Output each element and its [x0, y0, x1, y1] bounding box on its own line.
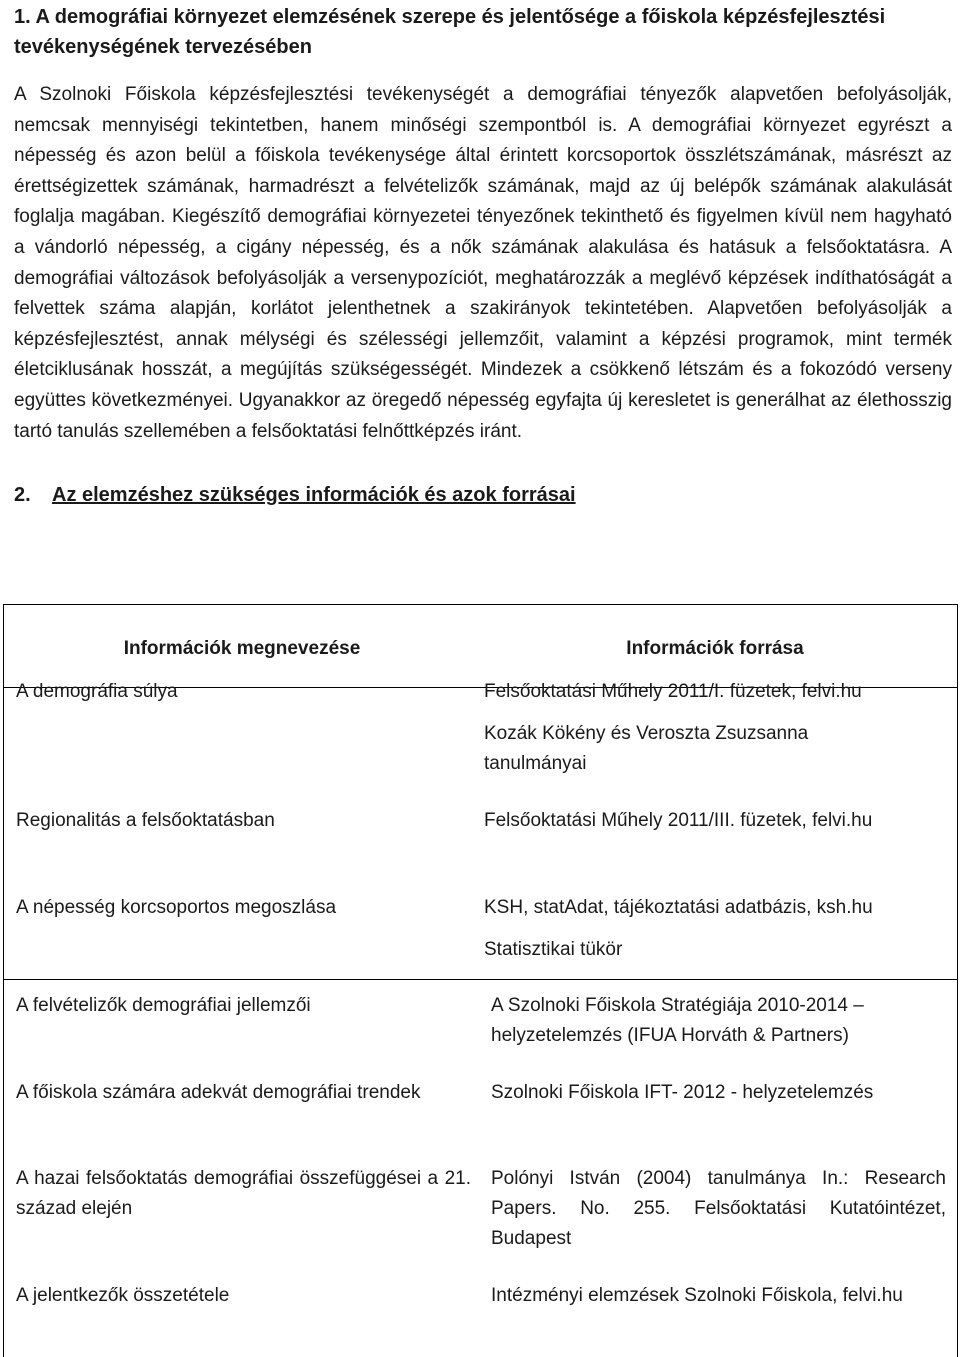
- section-2-number: 2.: [14, 484, 31, 507]
- table-row-5-name: A főiskola számára adekvát demográfiai trendek: [16, 1082, 421, 1103]
- document-page: [14, 0, 952, 510]
- table-row-4-name: A felvételizők demográfiai jellemzői: [16, 995, 311, 1016]
- table-row-2-name: Regionalitás a felsőoktatásban: [16, 810, 275, 831]
- table-row-6-source: Polónyi István (2004) tanulmánya In.: Research Papers. No. 255. Felsőoktatási Kutatóintézet, Budapest: [491, 1168, 946, 1249]
- information-sources-table: [3, 604, 958, 1357]
- table-row-4-source: A Szolnoki Főiskola Stratégiája 2010-2014 – helyzetelemzés (IFUA Horváth & Partners): [491, 995, 864, 1046]
- header-cell-source: Információk forrása: [626, 638, 804, 659]
- section-1-body: A Szolnoki Főiskola képzésfejlesztési tevékenységét a demográfiai tényezők alapvetően befolyásolják, nemcsak mennyiségi tekintetben, hanem minőségi szempontból is. A demográfiai környezet egyrészt a népesség és azon belül a főiskola tevékenysége által érintett korcsoportok összlétszámának, másrészt az érettségizettek számának, harmadrészt a felvételizők számának, majd az új belépők számának alakulását foglalja magában. Kiegészítő demográfiai környezetei tényezőnek tekinthető és figyelmen kívül nem hagyható a vándorló népesség, a cigány népesség, és a nők számának alakulása és hatásuk a felsőoktatásra. A demográfiai változások befolyásolják a versenypozíciót, meghatározzák a meglévő képzések indíthatóságát a felvettek száma alapján, korlátot jelenthetnek a szakirányok tekintetében. Alapvetően befolyásolják a képzésfejlesztést, annak mélységi és szélességi jellemzőit, valamint a képzési programok, mint termék életciklusának hosszát, a megújítás szükségességét. Mindezek a csökkenő létszám és a fokozódó verseny együttes következményei. Ugyanakkor az öregedő népesség egyfajta új keresletet is generálhat az élethosszig tartó tanulás szellemében a felsőoktatási felnőttképzés iránt.: [14, 84, 952, 442]
- table-row-6-name: A hazai felsőoktatás demográfiai összefüggései a 21. század elején: [16, 1168, 471, 1219]
- table-row-7-name: A jelentkezők összetétele: [16, 1285, 230, 1306]
- table-row-1-source: Felsőoktatási Műhely 2011/I. füzetek, felvi.hu: [484, 681, 862, 702]
- section-1-heading-line-2: tevékenységének tervezésében: [14, 36, 312, 58]
- header-cell-name: Információk megnevezése: [123, 638, 361, 659]
- table-row-2-source: Felsőoktatási Műhely 2011/III. füzetek, felvi.hu: [484, 810, 873, 831]
- table-row-divider: [4, 979, 957, 980]
- table-row-5-source: Szolnoki Főiskola IFT- 2012 - helyzetelemzés: [491, 1082, 874, 1103]
- table-row-7-source: Intézményi elemzések Szolnoki Főiskola, felvi.hu: [491, 1285, 903, 1306]
- table-row-1-source-2: Kozák Kökény és Veroszta Zsuzsanna tanulmányai: [484, 723, 809, 774]
- section-1-heading-line-1: 1. A demográfiai környezet elemzésének szerepe és jelentősége a főiskola képzésfejlesztési: [14, 6, 886, 28]
- section-1-heading: [14, 2, 952, 62]
- table-row-3-source-2: Statisztikai tükör: [484, 939, 623, 960]
- section-2-title: Az elemzéshez szükséges információk és azok forrásai: [52, 484, 576, 507]
- table-header-row: [4, 605, 957, 688]
- section-2-heading: [14, 480, 952, 510]
- table-row-3-name: A népesség korcsoportos megoszlása: [16, 897, 337, 918]
- table-row-3-source: KSH, statAdat, tájékoztatási adatbázis, ksh.hu: [484, 897, 873, 918]
- table-row-1-name: A demográfia súlya: [16, 681, 178, 702]
